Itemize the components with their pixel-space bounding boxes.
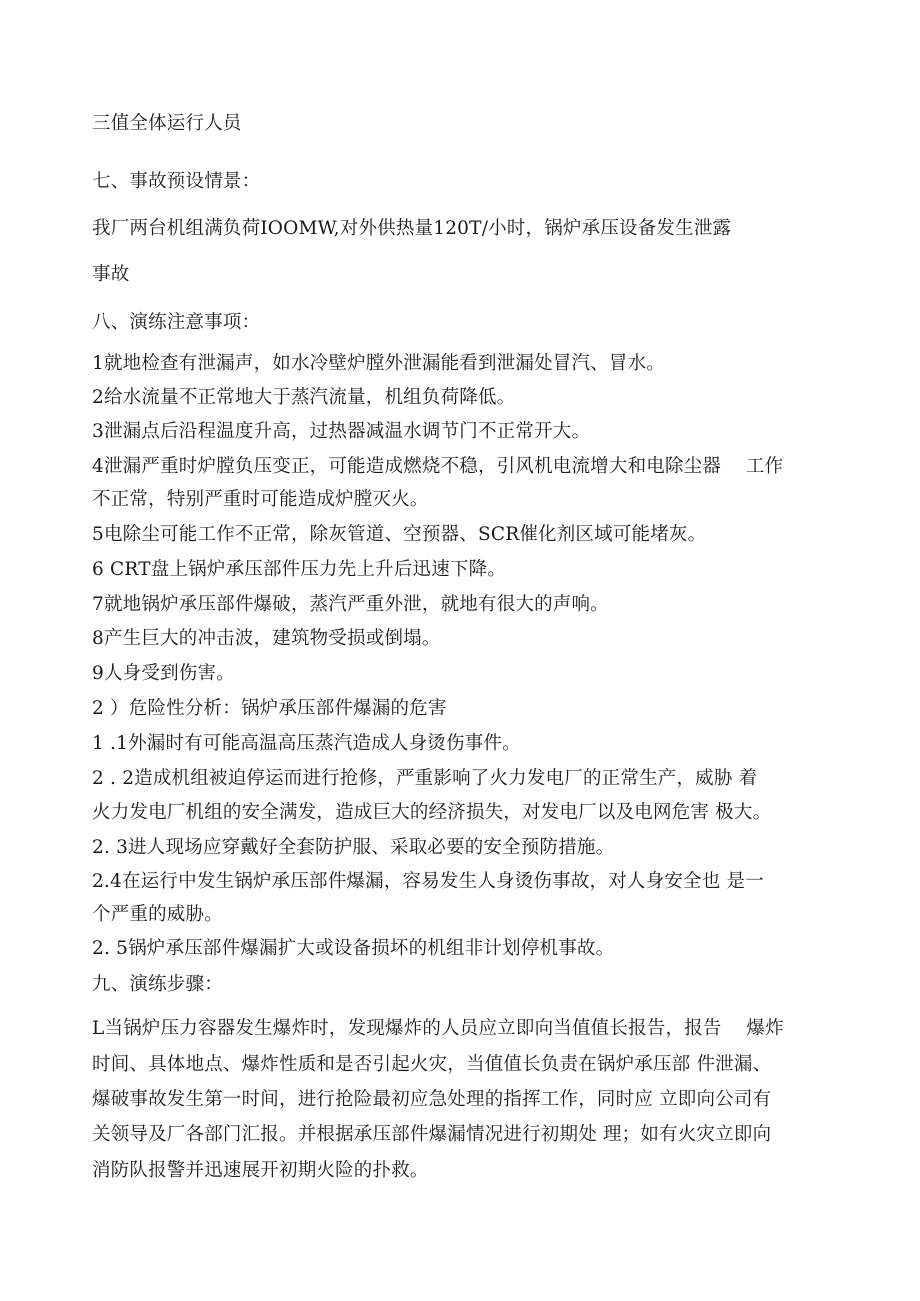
scenario-text-line-2: 事故 [92,264,130,285]
section-9-heading: 九、演练步骤： [92,974,223,995]
note-item-8: 8产生巨大的冲击波，建筑物受损或倒塌。 [92,628,441,649]
hazard-item-2-4-line-1: 2.4在运行中发生锅炉承压部件爆漏，容易发生人身烫伤事故，对人身安全也 是一 [92,871,764,892]
step-1-line-2: 时间、具体地点、爆炸性质和是否引起火灾，当值值长负责在锅炉承压部 件泄漏、 [92,1054,772,1075]
hazard-item-2-2-line-1: 2 . 2造成机组被迫停运而进行抢修，严重影响了火力发电厂的正常生产，威胁 着 [92,768,758,789]
hazard-item-2-3: 2. 3进人现场应穿戴好全套防护服、采取必要的安全预防措施。 [92,837,615,858]
section-8-heading: 八、演练注意事项： [92,312,261,333]
step-1-line-4: 关领导及厂各部门汇报。并根据承压部件爆漏情况进行初期处 理；如有火灾立即向 [92,1124,772,1145]
hazard-item-2-5: 2. 5锅炉承压部件爆漏扩大或设备损坏的机组非计划停机事故。 [92,938,615,959]
note-item-4-line-1: 4泄漏严重时炉膛负压变正，可能造成燃烧不稳，引风机电流增大和电除尘器 工作 [92,456,784,477]
hazard-item-2-4-line-2: 个严重的威胁。 [92,904,223,925]
step-1-line-3: 爆破事故发生第一时间，进行抢险最初应急处理的指挥工作，同时应 立即向公司有 [92,1089,772,1110]
scenario-text-line-1: 我厂两台机组满负荷IOOMW,对外供热量120T/小时，锅炉承压设备发生泄露 [92,218,732,239]
hazard-analysis-heading: 2 ）危险性分析：锅炉承压部件爆漏的危害 [92,698,447,719]
hazard-item-2-2-line-2: 火力发电厂机组的安全满发，造成巨大的经济损失，对发电厂以及电网危害 极大。 [92,802,772,823]
note-item-9: 9人身受到伤害。 [92,663,235,684]
note-item-4-line-2: 不正常，特别严重时可能造成炉膛灭火。 [92,489,429,510]
step-1-line-5: 消防队报警并迅速展开初期火险的扑救。 [92,1160,429,1181]
duty-staff-line: 三值全体运行人员 [92,113,242,134]
note-item-1: 1就地检查有泄漏声，如水冷壁炉膛外泄漏能看到泄漏处冒汽、冒水。 [92,353,665,374]
note-item-6: 6 CRT盘上锅炉承压部件压力先上升后迅速下降。 [92,559,507,580]
step-1-line-1: L当锅炉压力容器发生爆炸时，发现爆炸的人员应立即向当值值长报告，报告 爆炸 [92,1018,784,1039]
hazard-item-2-1: 1 .1外漏时有可能高温高压蒸汽造成人身烫伤事件。 [92,733,521,754]
note-item-3: 3泄漏点后沿程温度升高，过热器减温水调节门不正常开大。 [92,421,591,442]
note-item-5: 5电除尘可能工作不正常，除灰管道、空预器、SCR催化剂区域可能堵灰。 [92,524,707,545]
note-item-2: 2给水流量不正常地大于蒸汽流量，机组负荷降低。 [92,387,516,408]
section-7-heading: 七、事故预设情景： [92,171,261,192]
note-item-7: 7就地锅炉承压部件爆破，蒸汽严重外泄，就地有很大的声响。 [92,594,609,615]
